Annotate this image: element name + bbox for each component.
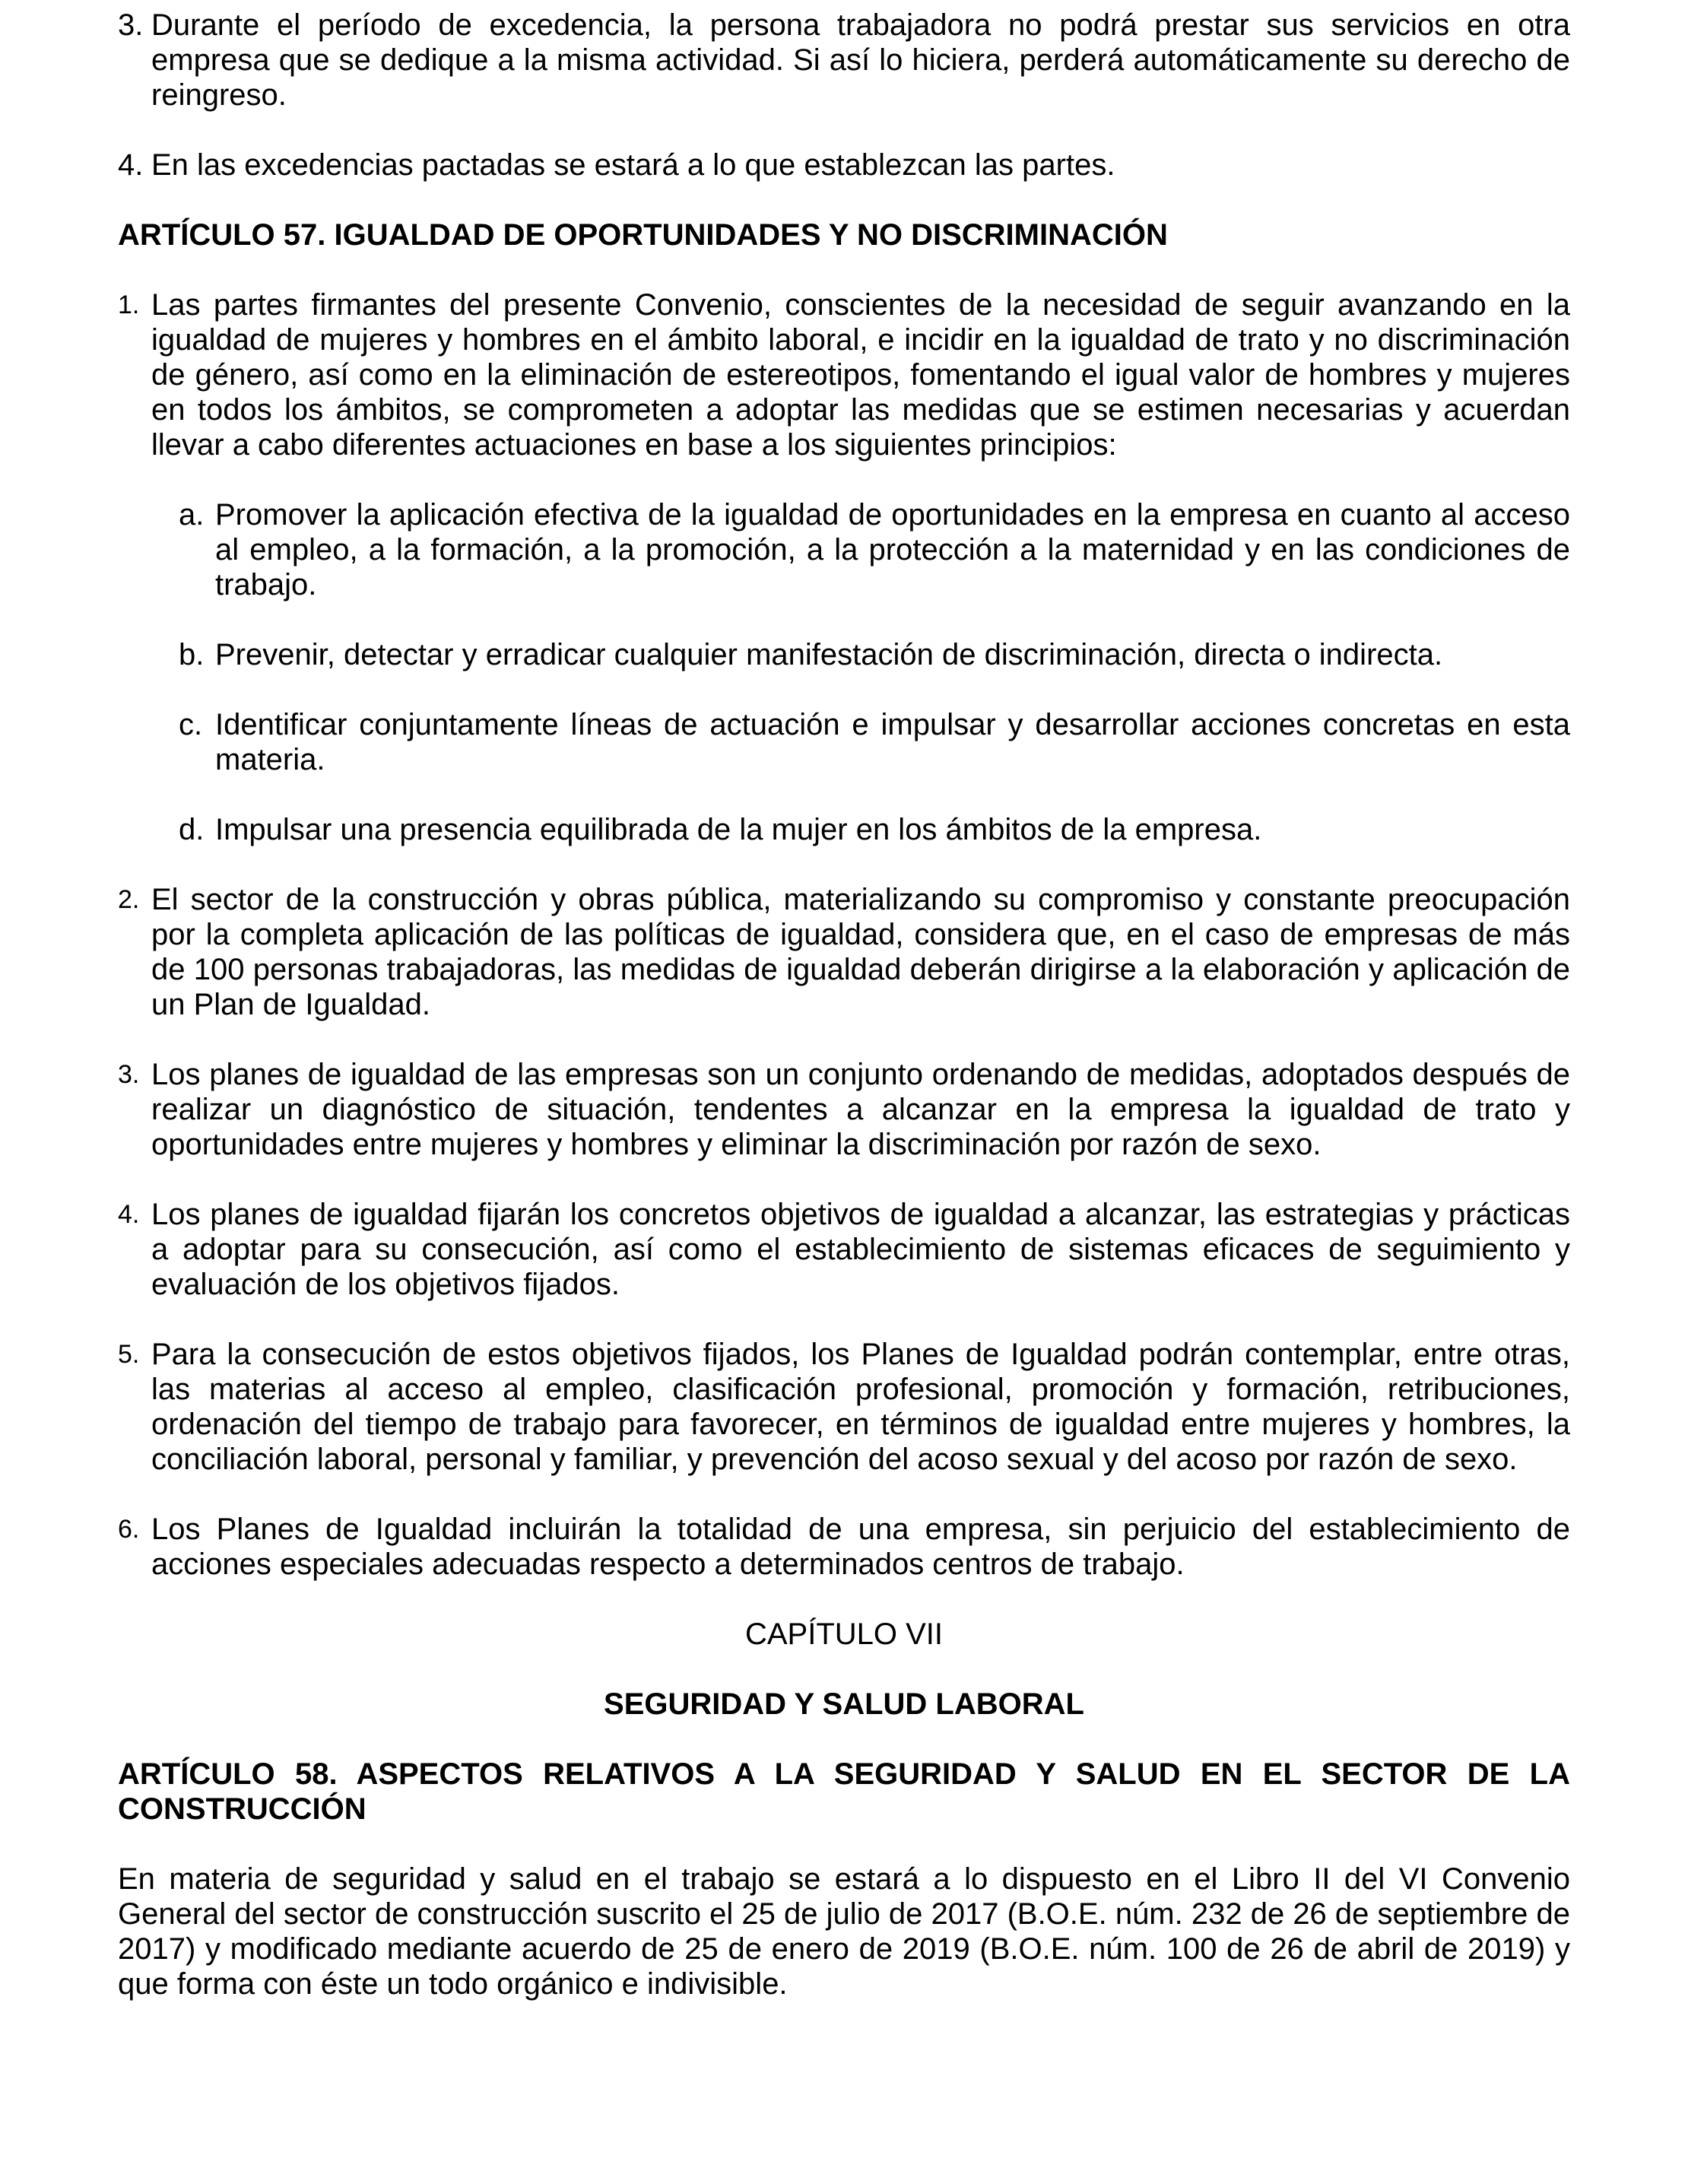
- article-58-paragraph: En materia de seguridad y salud en el trabajo se estará a lo dispuesto en el Libro II del VI Convenio General del sector de construcción suscrito el 25 de julio de 2017 (B.O.E. núm. 232 de 26 de septiembre de 2017) y modificado mediante acuerdo de 25 de enero de 2019 (B.O.E. núm. 100 de 26 de abril de 2019) y que forma con éste un todo orgánico e indivisible.: [118, 1862, 1570, 2001]
- sub-list-item-text: Promover la aplicación efectiva de la igualdad de oportunidades en la empresa en cuanto al acceso al empleo, a la formación, a la promoción, a la protección a la maternidad y en las condiciones de trabajo.: [215, 498, 1570, 602]
- list-item-text: En las excedencias pactadas se estará a lo que establezcan las partes.: [151, 148, 1115, 182]
- article-57-heading: ARTÍCULO 57. IGUALDAD DE OPORTUNIDADES Y NO DISCRIMINACIÓN: [118, 218, 1168, 252]
- sub-list-marker: d.: [179, 813, 205, 846]
- sub-list-marker: c.: [179, 708, 203, 741]
- list-item: [118, 882, 1570, 1022]
- list-item-text: Los planes de igualdad fijarán los concretos objetivos de igualdad a alcanzar, las estrategias y prácticas a adoptar para su consecución, así como el establecimiento de sistemas eficaces de seguimiento y evaluación de los objetivos fijados.: [151, 1198, 1570, 1301]
- list-item-text: El sector de la construcción y obras pública, materializando su compromiso y constante preocupación por la completa aplicación de las políticas de igualdad, considera que, en el caso de empresas de más de 100 personas trabajadoras, las medidas de igualdad deberán dirigirse a la elaboración y aplicación de un Plan de Igualdad.: [151, 883, 1570, 1021]
- list-marker: 2.: [118, 885, 140, 914]
- list-marker: 3.: [118, 1060, 140, 1089]
- chapter-title: CAPÍTULO VII: [744, 1617, 944, 1651]
- sub-list-item-text: Impulsar una presencia equilibrada de la mujer en los ámbitos de la empresa.: [215, 813, 1262, 846]
- list-item: [118, 287, 1570, 462]
- list-item-text: Los planes de igualdad de las empresas son un conjunto ordenando de medidas, adoptados después de realizar un diagnóstico de situación, tendentes a alcanzar en la empresa la igualdad de trato y oportunidades entre mujeres y hombres y eliminar la discriminación por razón de sexo.: [151, 1058, 1570, 1161]
- list-item-text: Las partes firmantes del presente Convenio, conscientes de la necesidad de seguir avanzando en la igualdad de mujeres y hombres en el ámbito laboral, e incidir en la igualdad de trato y no discriminación de género, así como en la eliminación de estereotipos, fomentando el igual valor de hombres y mujeres en todos los ámbitos, se comprometen a adoptar las medidas que se estimen necesarias y acuerdan llevar a cabo diferentes actuaciones en base a los siguientes principios:: [151, 288, 1570, 462]
- sub-list-item-text: Identificar conjuntamente líneas de actuación e impulsar y desarrollar acciones concretas en esta materia.: [215, 708, 1570, 776]
- sub-list-marker: a.: [179, 498, 205, 532]
- list-item: [118, 8, 1570, 113]
- list-item: [118, 1197, 1570, 1302]
- list-marker: 5.: [118, 1340, 140, 1369]
- list-marker: 3.: [118, 8, 144, 42]
- list-marker: 1.: [118, 290, 140, 319]
- list-item: [118, 1057, 1570, 1162]
- list-item: [118, 148, 1570, 183]
- sub-list-item: [118, 812, 1570, 847]
- list-item-text: Los Planes de Igualdad incluirán la totalidad de una empresa, sin perjuicio del establecimiento de acciones especiales adecuadas respecto a determinados centros de trabajo.: [151, 1513, 1570, 1581]
- sub-list-item-text: Prevenir, detectar y erradicar cualquier manifestación de discriminación, directa o indirecta.: [215, 638, 1443, 671]
- list-item: [118, 1337, 1570, 1477]
- sub-list-item: [118, 497, 1570, 602]
- list-item: [118, 1512, 1570, 1582]
- sub-list-item: [118, 637, 1570, 672]
- list-marker: 6.: [118, 1515, 140, 1544]
- article-58-heading: ARTÍCULO 58. ASPECTOS RELATIVOS A LA SEGURIDAD Y SALUD EN EL SECTOR DE LA CONSTRUCCIÓN: [118, 1757, 1570, 1826]
- list-item-text: Para la consecución de estos objetivos fijados, los Planes de Igualdad podrán contemplar, entre otras, las materias al acceso al empleo, clasificación profesional, promoción y formación, retribuciones, ordenación del tiempo de trabajo para favorecer, en términos de igualdad entre mujeres y hombres, la conciliación laboral, personal y familiar, y prevención del acoso sexual y del acoso por razón de sexo.: [151, 1338, 1570, 1476]
- chapter-subtitle: SEGURIDAD Y SALUD LABORAL: [604, 1687, 1084, 1721]
- list-item-text: Durante el período de excedencia, la persona trabajadora no podrá prestar sus servicios en otra empresa que se dedique a la misma actividad. Si así lo hiciera, perderá automáticamente su derecho de reingreso.: [151, 8, 1570, 112]
- list-marker: 4.: [118, 148, 144, 182]
- list-marker: 4.: [118, 1200, 140, 1229]
- sub-list-marker: b.: [179, 638, 205, 671]
- sub-list-item: [118, 707, 1570, 777]
